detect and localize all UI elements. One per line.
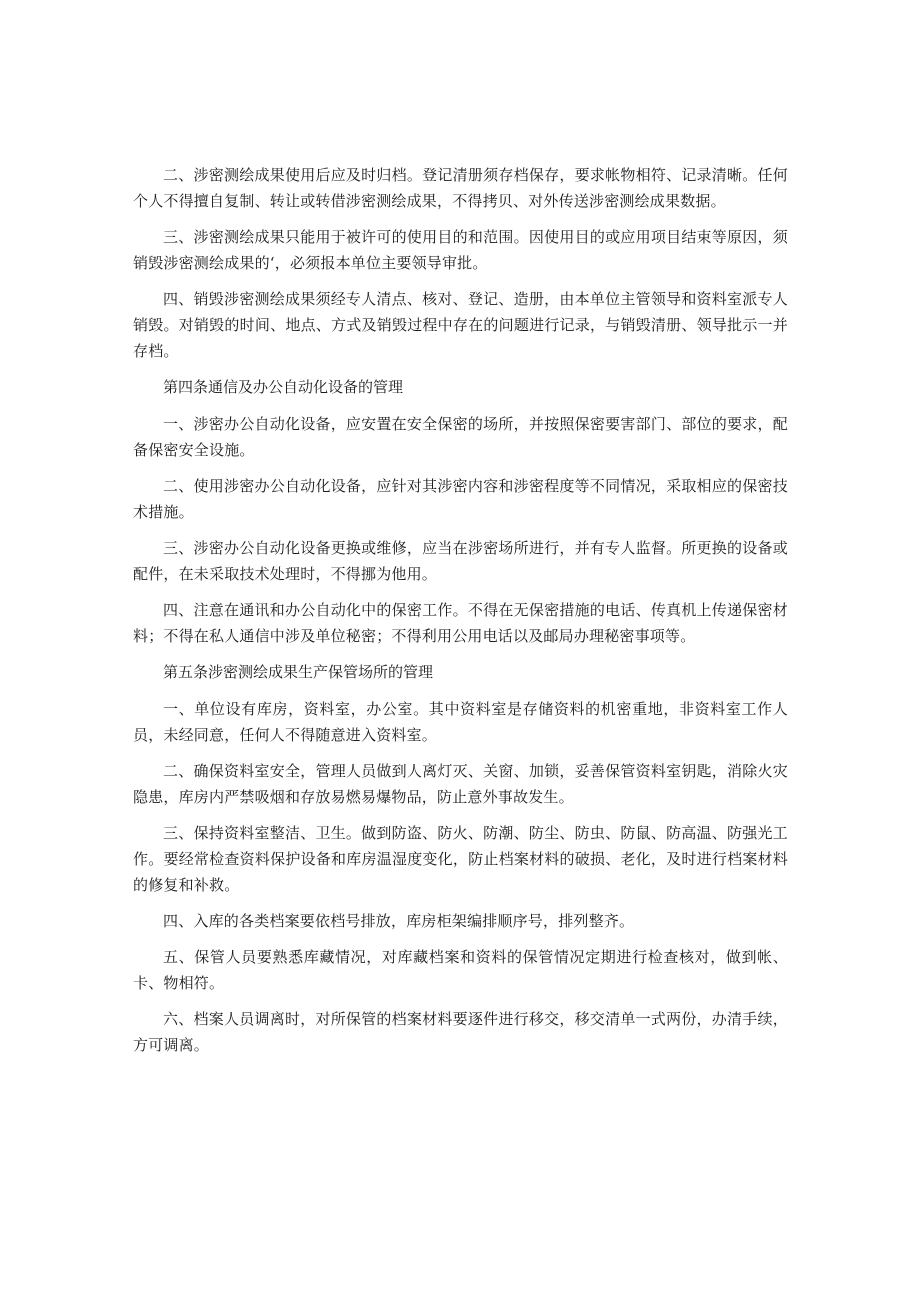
paragraph-destruction: 四、销毁涉密测绘成果须经专人清点、核对、登记、造册，由本单位主管领导和资料室派专人销毁。对销毁的时间、地点、方式及销毁过程中存在的问题进行记录，与销毁清册、领导批示一并存档。: [133, 290, 788, 360]
paragraph-archive-ordering: 四、入库的各类档案要依档号排放，库房柜架编排顺序号，排列整齐。: [163, 912, 635, 930]
article-5-heading: 第五条涉密测绘成果生产保管场所的管理: [163, 663, 434, 681]
paragraph-communication-secrecy: 四、注意在通讯和办公自动化中的保密工作。不得在无保密措施的电话、传真机上传递保密材料；不得在私人通信中涉及单位秘密；不得利用公用电话以及邮局办理秘密事项等。: [133, 601, 788, 645]
paragraph-archive-room-safety: 二、确保资料室安全，管理人员做到人离灯灭、关窗、加锁，妥善保管资料室钥匙，消除火灾隐患，库房内严禁吸烟和存放易燃易爆物品，防止意外事故发生。: [133, 762, 788, 806]
paragraph-storage-rooms: 一、单位设有库房，资料室，办公室。其中资料室是存储资料的机密重地，非资料室工作人员，未经同意，任何人不得随意进入资料室。: [133, 700, 788, 744]
paragraph-office-equipment-measures: 二、使用涉密办公自动化设备，应针对其涉密内容和涉密程度等不同情况，采取相应的保密技术措施。: [133, 477, 788, 521]
document-page: [133, 162, 788, 1068]
paragraph-archive-after-use: 二、涉密测绘成果使用后应及时归档。登记清册须存档保存，要求帐物相符、记录清晰。任何个人不得擅自复制、转让或转借涉密测绘成果，不得拷贝、对外传送涉密测绘成果数据。: [133, 166, 788, 210]
paragraph-inventory-check: 五、保管人员要熟悉库藏情况，对库藏档案和资料的保管情况定期进行检查核对，做到帐、卡、物相符。: [133, 948, 788, 992]
paragraph-permitted-use: 三、涉密测绘成果只能用于被许可的使用目的和范围。因使用目的或应用项目结束等原因，须销毁涉密测绘成果的‘，必须报本单位主要领导审批。: [133, 228, 788, 272]
paragraph-office-equipment-placement: 一、涉密办公自动化设备，应安置在安全保密的场所，并按照保密要害部门、部位的要求，配备保密安全设施。: [133, 415, 788, 459]
paragraph-handover: 六、档案人员调离时，对所保管的档案材料要逐件进行移交，移交清单一式两份，办清手续，方可调离。: [133, 1010, 788, 1054]
paragraph-archive-room-hygiene: 三、保持资料室整洁、卫生。做到防盗、防火、防潮、防尘、防虫、防鼠、防高温、防强光工作。要经常检查资料保护设备和库房温湿度变化，防止档案材料的破损、老化，及时进行档案材料的修复和补救。: [133, 824, 788, 894]
paragraph-equipment-repair: 三、涉密办公自动化设备更换或维修，应当在涉密场所进行，并有专人监督。所更换的设备或配件，在未采取技术处理时，不得挪为他用。: [133, 539, 788, 583]
article-4-heading: 第四条通信及办公自动化设备的管理: [163, 378, 404, 396]
